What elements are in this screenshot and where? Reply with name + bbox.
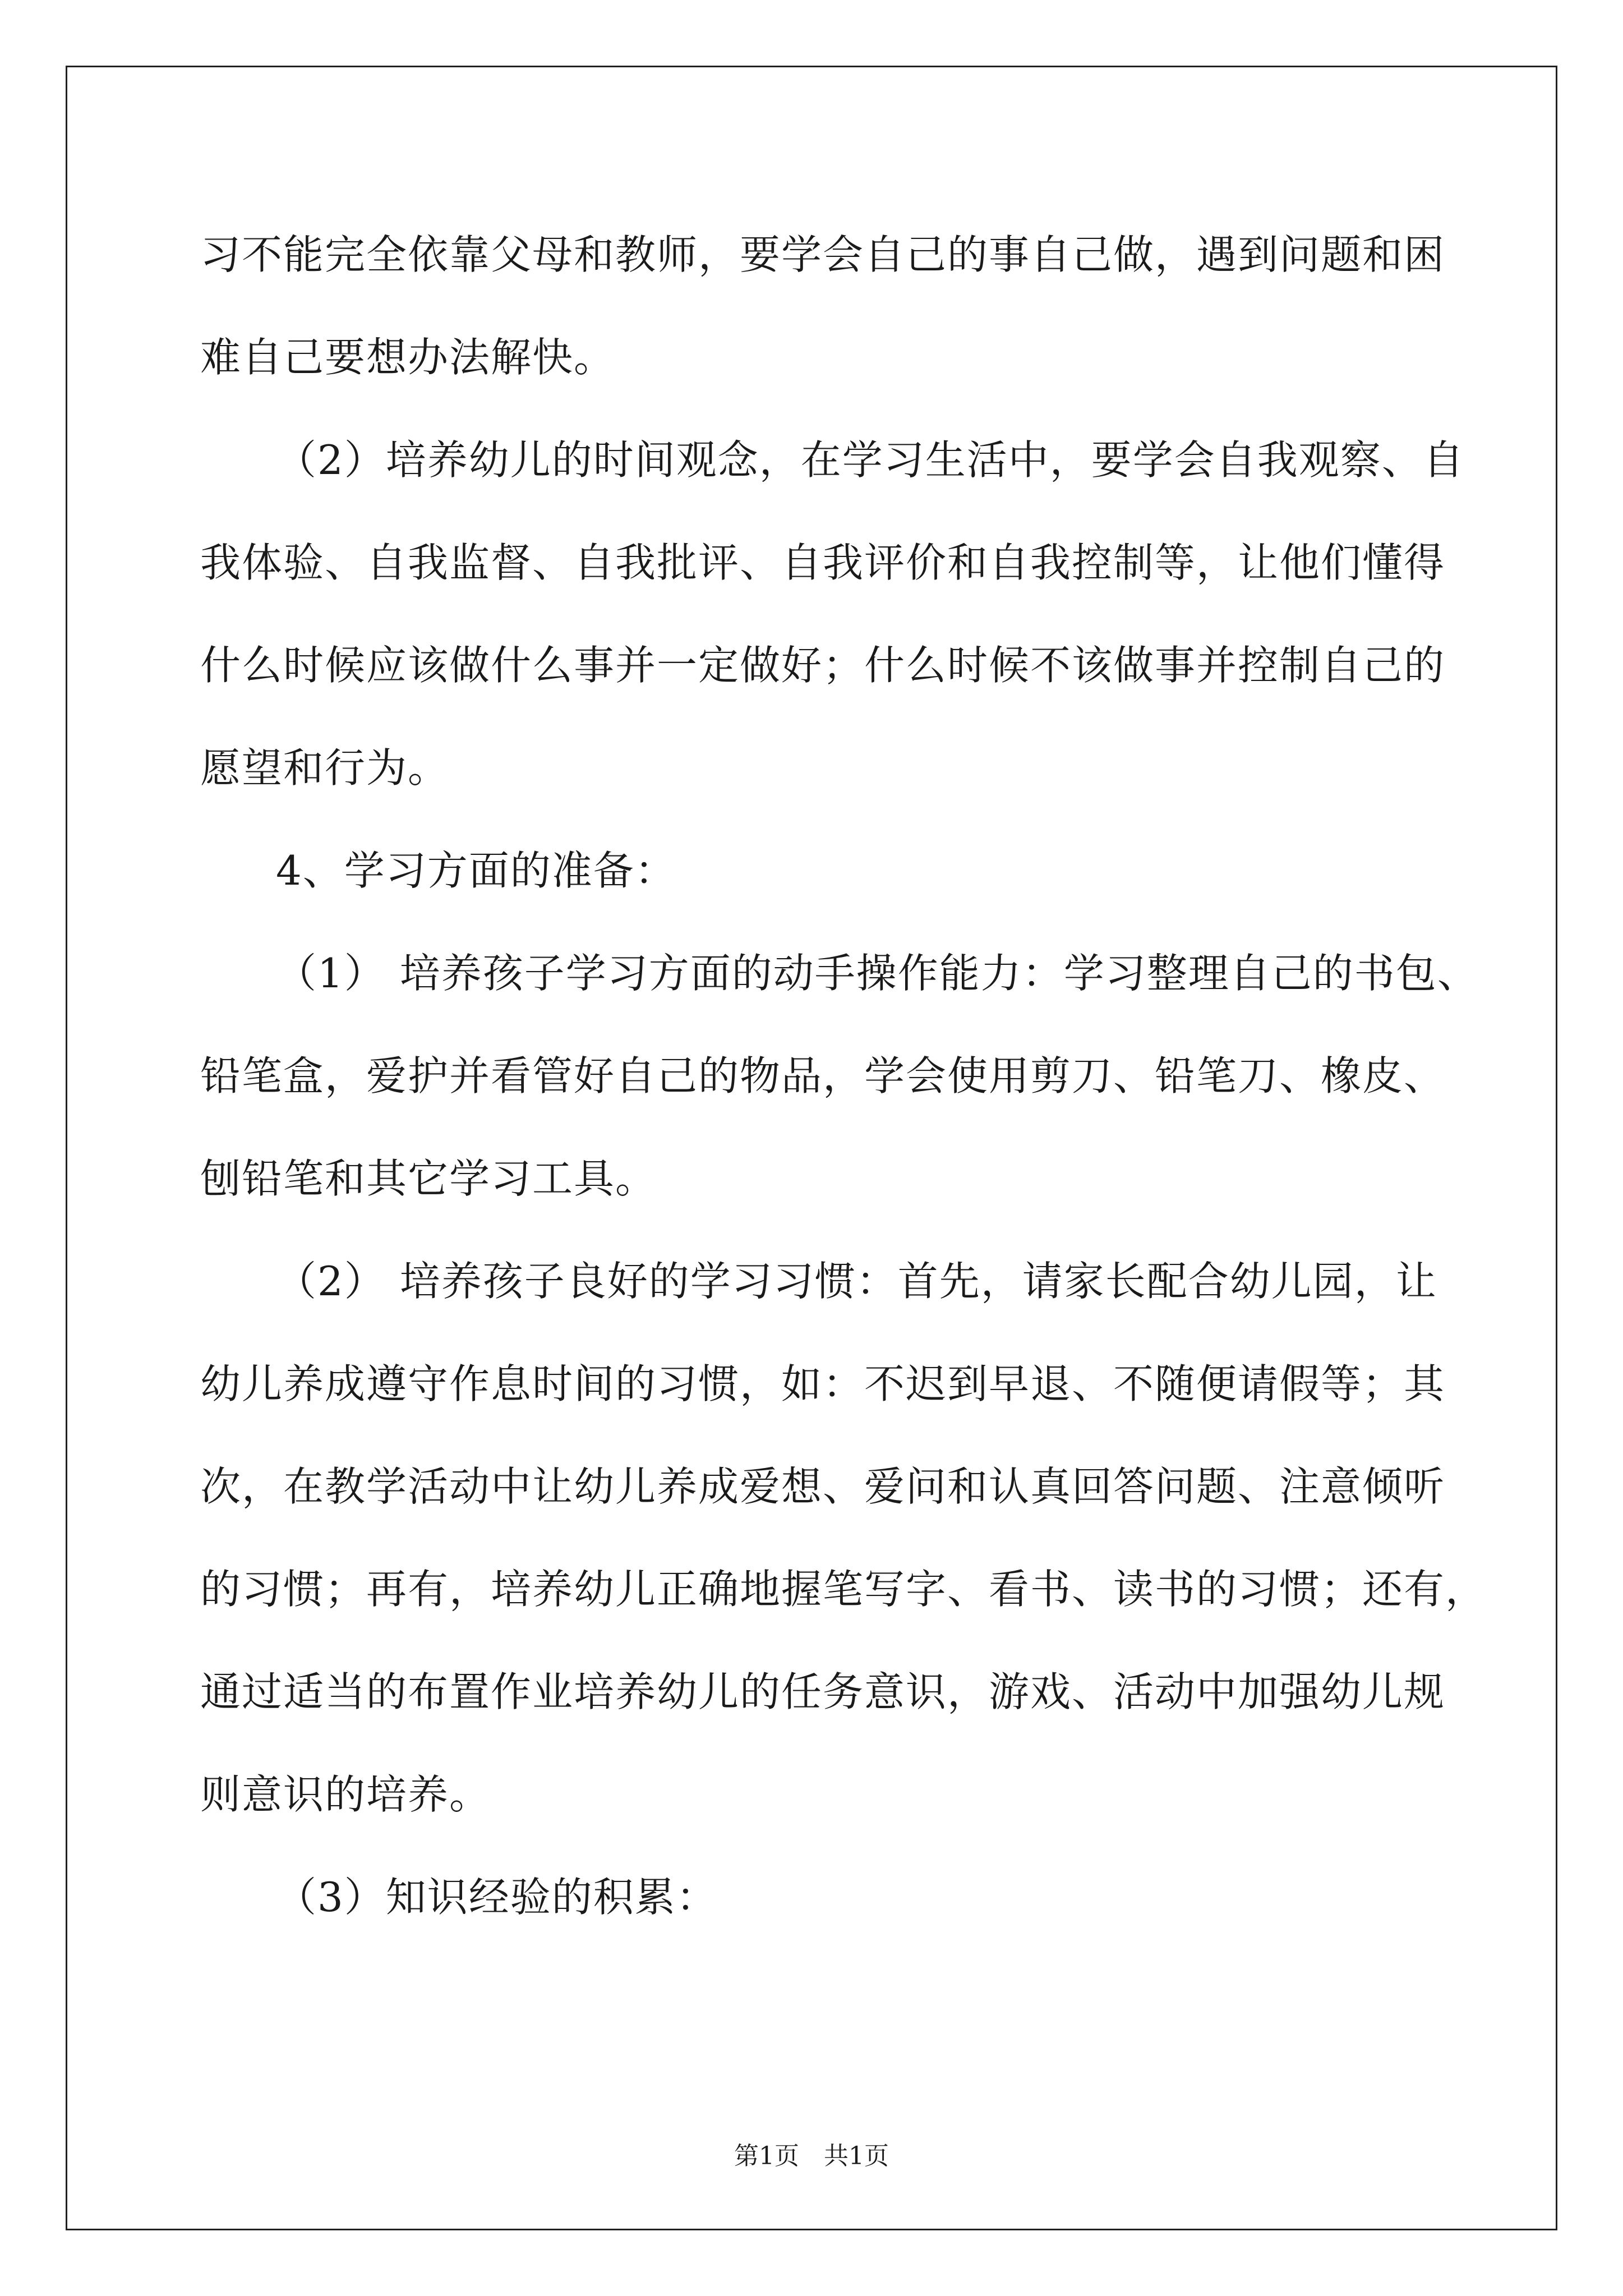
text-line: 我体验、自我监督、自我批评、自我评价和自我控制等，让他们懂得: [200, 539, 1446, 586]
text-line: 通过适当的布置作业培养幼儿的任务意识，游戏、活动中加强幼儿规: [200, 1668, 1446, 1715]
text-line: 难自己要想办法解快。: [200, 334, 616, 381]
text-line: 习不能完全依靠父母和教师，要学会自己的事自己做，遇到问题和困: [200, 231, 1446, 278]
section-heading: 4、学习方面的准备：: [276, 847, 676, 894]
text-line: 愿望和行为。: [200, 744, 450, 792]
paragraph-start: （2） 培养孩子良好的学习习惯：首先，请家长配合幼儿园，让: [276, 1258, 1437, 1305]
paragraph-start: （3）知识经验的积累：: [276, 1874, 718, 1921]
page-footer: 第1页 共1页: [734, 2142, 889, 2170]
text-line: 刨铅笔和其它学习工具。: [200, 1155, 657, 1202]
paragraph-start: （2）培养幼儿的时间观念，在学习生活中，要学会自我观察、自: [276, 436, 1465, 484]
text-line: 幼儿养成遵守作息时间的习惯，如：不迟到早退、不随便请假等；其: [200, 1360, 1446, 1407]
document-body: [200, 204, 1487, 1949]
paragraph-start: （1） 培养孩子学习方面的动手操作能力：学习整理自己的书包、: [276, 950, 1479, 997]
text-line: 次，在教学活动中让幼儿养成爱想、爱问和认真回答问题、注意倾听: [200, 1463, 1446, 1510]
text-line: 什么时候应该做什么事并一定做好；什么时候不该做事并控制自己的: [200, 642, 1446, 689]
text-line: 的习惯；再有，培养幼儿正确地握笔写字、看书、读书的习惯；还有，: [200, 1566, 1487, 1613]
text-line: 则意识的培养。: [200, 1771, 491, 1818]
text-line: 铅笔盒，爱护并看管好自己的物品，学会使用剪刀、铅笔刀、橡皮、: [200, 1052, 1446, 1099]
